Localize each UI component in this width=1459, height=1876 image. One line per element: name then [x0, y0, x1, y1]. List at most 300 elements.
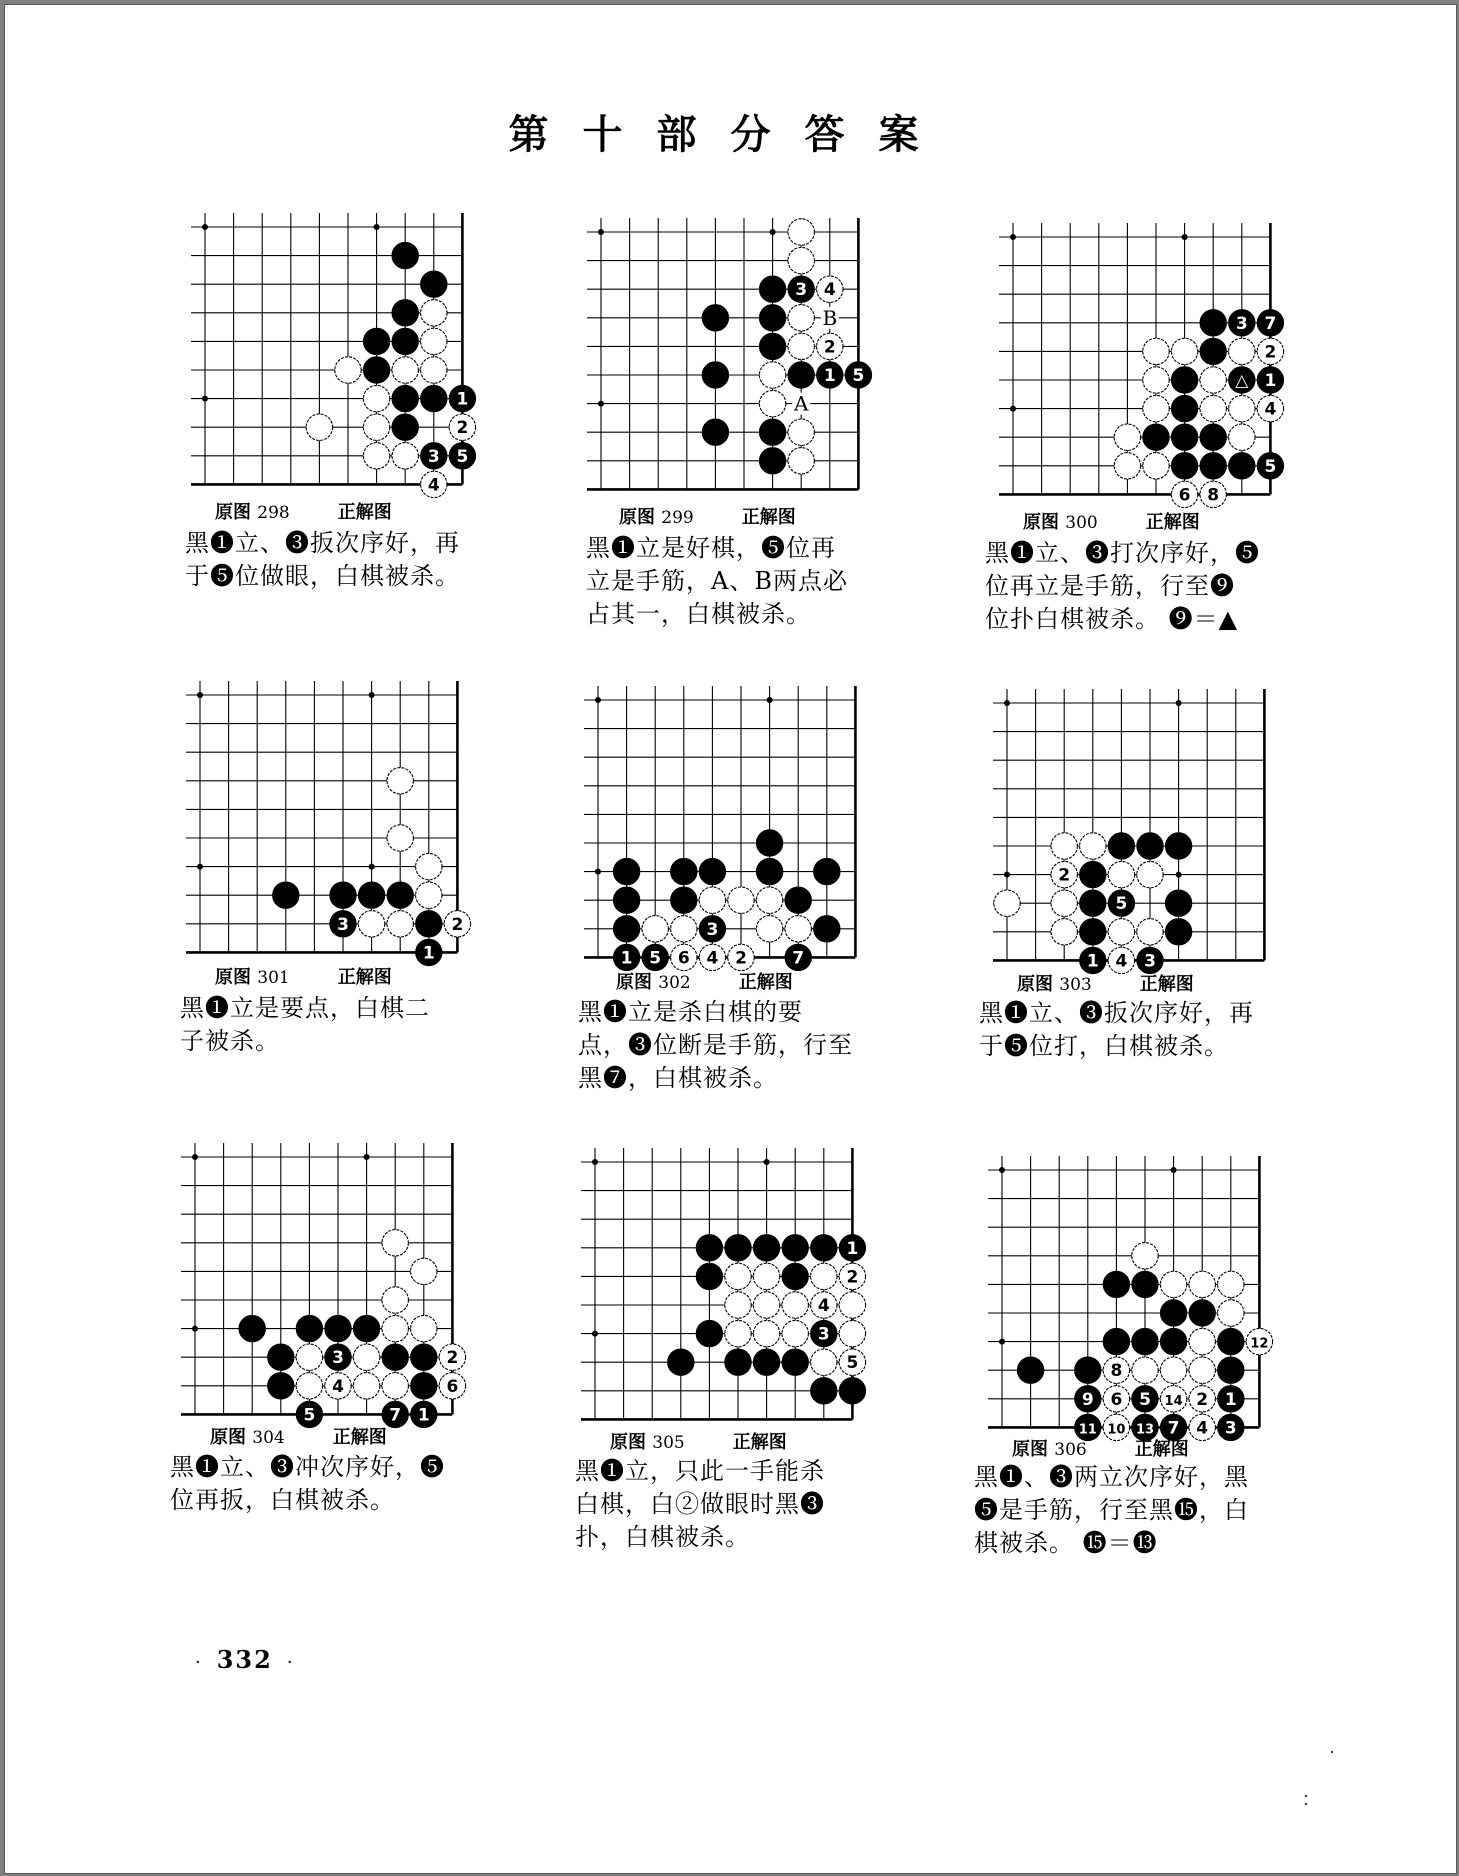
solution-text	[185, 527, 485, 593]
white-stone	[439, 1373, 465, 1399]
solution-text	[578, 996, 878, 1095]
white-stone	[1218, 1271, 1244, 1297]
solution-label: 正解图	[741, 507, 796, 528]
white-stone	[1160, 1357, 1186, 1383]
star-point	[767, 697, 773, 703]
white-stone	[1143, 367, 1169, 393]
board-svg	[185, 205, 486, 506]
white-stone	[788, 419, 814, 445]
board-grid	[181, 1143, 452, 1414]
white-stone	[782, 1292, 808, 1318]
go-board-diagram	[175, 1135, 476, 1436]
black-stone	[325, 1315, 351, 1341]
move-number: 3	[1235, 313, 1248, 334]
black-stone	[753, 1349, 779, 1375]
white-stone	[382, 1287, 408, 1313]
black-stone	[696, 1235, 722, 1261]
white-stone	[1229, 424, 1255, 450]
star-point	[770, 229, 776, 235]
page-number-decor: ·	[195, 1652, 203, 1673]
white-stone	[416, 853, 442, 879]
white-stone	[1108, 861, 1134, 887]
star-point	[595, 869, 601, 875]
figure-label: 原图	[1017, 974, 1053, 995]
move-number: 3	[706, 919, 719, 940]
white-stone	[817, 333, 843, 359]
black-stone	[811, 1235, 837, 1261]
black-stone	[330, 882, 356, 908]
black-stone	[702, 305, 728, 331]
white-stone	[416, 882, 442, 908]
black-stone	[759, 448, 785, 474]
move-number: 6	[1178, 485, 1191, 506]
black-stone	[642, 944, 668, 970]
move-number: 4	[1264, 399, 1277, 420]
white-stone	[335, 357, 361, 383]
white-stone	[811, 1349, 837, 1375]
white-stone	[811, 1263, 837, 1289]
black-stone	[387, 882, 413, 908]
white-stone	[382, 1373, 408, 1399]
black-stone	[1218, 1386, 1244, 1412]
white-stone	[1051, 833, 1077, 859]
figure-caption	[210, 1423, 387, 1449]
black-stone	[1108, 890, 1134, 916]
white-stone	[439, 1344, 465, 1370]
black-stone	[1137, 833, 1163, 859]
move-number: 5	[846, 1353, 859, 1374]
figure-caption	[616, 968, 793, 994]
white-stone	[1171, 481, 1197, 507]
solution-text	[979, 997, 1279, 1063]
white-stone	[839, 1349, 865, 1375]
white-stone	[788, 305, 814, 331]
black-stone	[1218, 1328, 1244, 1354]
white-stone	[788, 333, 814, 359]
star-point	[592, 1331, 598, 1337]
white-stone	[1103, 1386, 1129, 1412]
board-grid	[186, 681, 457, 952]
black-stone	[1165, 919, 1191, 945]
white-stone	[1108, 919, 1134, 945]
black-stone	[325, 1344, 351, 1370]
black-stone	[449, 443, 475, 469]
move-number: 2	[456, 418, 469, 439]
white-stone	[1189, 1414, 1215, 1440]
black-stone	[239, 1315, 265, 1341]
black-stone	[1160, 1328, 1186, 1354]
black-stone	[671, 858, 697, 884]
move-number: 7	[1264, 313, 1277, 334]
white-stone	[392, 443, 418, 469]
solution-text	[586, 532, 886, 631]
move-number: 2	[1058, 865, 1071, 886]
text-line: ❺是手筋，行至黑⓯，白	[974, 1496, 1249, 1524]
move-number: 3	[795, 280, 808, 301]
black-stone	[1257, 453, 1283, 479]
white-stone	[788, 247, 814, 273]
move-number: 3	[427, 446, 440, 467]
black-stone	[759, 276, 785, 302]
white-stone	[1189, 1357, 1215, 1383]
figure-caption	[215, 963, 392, 989]
figure-label: 原图	[215, 967, 251, 988]
white-stone	[1189, 1386, 1215, 1412]
black-stone	[811, 1378, 837, 1404]
star-point	[595, 697, 601, 703]
board-svg	[575, 1140, 876, 1441]
text-line: 占其一，白棋被杀。	[586, 600, 811, 628]
move-number: 2	[823, 337, 836, 358]
black-stone	[1165, 890, 1191, 916]
go-board-diagram	[578, 678, 879, 979]
black-stone	[785, 944, 811, 970]
white-stone	[353, 1344, 379, 1370]
black-stone	[273, 882, 299, 908]
text-line: 扑，白棋被杀。	[575, 1523, 750, 1551]
white-stone	[1218, 1300, 1244, 1326]
figure-label: 原图	[1023, 512, 1059, 533]
figure-number: 298	[257, 503, 290, 523]
white-stone	[1114, 453, 1140, 479]
black-stone	[392, 385, 418, 411]
move-number: 2	[846, 1267, 859, 1288]
figure-number: 304	[252, 1428, 285, 1448]
figure-label: 原图	[619, 507, 655, 528]
white-stone	[1200, 481, 1226, 507]
black-stone	[1132, 1328, 1158, 1354]
black-stone	[782, 1263, 808, 1289]
move-number: 1	[1264, 371, 1277, 391]
black-stone	[416, 939, 442, 965]
black-stone	[613, 916, 639, 942]
white-stone	[358, 911, 384, 937]
star-point	[592, 1159, 598, 1165]
white-stone	[296, 1344, 322, 1370]
white-stone	[353, 1373, 379, 1399]
board-svg	[578, 678, 879, 979]
white-stone	[759, 390, 785, 416]
white-stone	[759, 362, 785, 388]
figure-label: 原图	[610, 1432, 646, 1453]
black-stone	[782, 1349, 808, 1375]
black-stone	[1143, 424, 1169, 450]
black-stone	[1218, 1357, 1244, 1383]
figure-caption	[215, 498, 392, 524]
star-point	[1176, 872, 1182, 878]
white-stone	[725, 1263, 751, 1289]
move-number: 5	[1115, 894, 1128, 915]
white-stone	[449, 414, 475, 440]
solution-label: 正解图	[1139, 974, 1194, 995]
white-stone	[1132, 1243, 1158, 1269]
figure-label: 原图	[215, 502, 251, 523]
black-stone	[671, 887, 697, 913]
black-stone	[392, 414, 418, 440]
text-line: 立是手筋，A、B两点必	[586, 567, 848, 595]
text-line: 子被杀。	[180, 1027, 280, 1055]
move-number: 3	[817, 1324, 830, 1345]
black-stone	[392, 300, 418, 326]
white-stone	[387, 825, 413, 851]
board-svg	[581, 210, 882, 511]
solution-text	[974, 1461, 1274, 1560]
text-line: 点，❸位断是手筋，行至	[578, 1031, 853, 1059]
go-board-diagram	[581, 210, 882, 511]
black-stone	[1165, 833, 1191, 859]
black-stone	[1229, 367, 1255, 393]
white-stone	[725, 1292, 751, 1318]
star-point	[192, 1326, 198, 1332]
board-svg	[993, 215, 1294, 516]
white-stone	[642, 916, 668, 942]
black-stone	[814, 916, 840, 942]
page-number-decor: ·	[286, 1652, 295, 1673]
black-stone	[1171, 424, 1197, 450]
figure-caption	[1023, 508, 1200, 534]
black-stone	[421, 443, 447, 469]
black-stone	[382, 1344, 408, 1370]
black-stone	[411, 1401, 437, 1427]
text-line: 棋被杀。 ⓯＝⓭	[974, 1529, 1158, 1557]
white-stone	[1229, 338, 1255, 364]
move-number: 5	[852, 366, 865, 386]
solution-label: 正解图	[337, 967, 392, 988]
move-number: 5	[1139, 1389, 1151, 1410]
move-number: 4	[706, 948, 719, 969]
white-stone	[1160, 1271, 1186, 1297]
figure-number: 300	[1065, 513, 1098, 533]
figure-caption	[610, 1428, 787, 1454]
text-line: 黑❶立、❸扳次序好，再	[185, 529, 460, 557]
white-stone	[382, 1230, 408, 1256]
black-stone	[1103, 1328, 1129, 1354]
text-line: 黑❶立是杀白棋的要	[578, 998, 803, 1026]
black-stone	[1075, 1357, 1101, 1383]
star-point	[1004, 700, 1010, 706]
move-number: 4	[1115, 951, 1128, 972]
move-number: 13	[1135, 1422, 1155, 1438]
move-number: 3	[1224, 1418, 1237, 1439]
black-stone	[392, 328, 418, 354]
white-stone	[1143, 338, 1169, 364]
black-stone	[1229, 310, 1255, 336]
page-number	[181, 1645, 309, 1674]
black-stone	[363, 328, 389, 354]
white-stone	[363, 443, 389, 469]
scan-speck	[1305, 1795, 1307, 1797]
black-stone	[1080, 919, 1106, 945]
white-stone	[363, 414, 389, 440]
black-stone	[811, 1320, 837, 1346]
white-stone	[411, 1258, 437, 1284]
white-stone	[306, 414, 332, 440]
black-stone	[1171, 367, 1197, 393]
black-stone	[1171, 453, 1197, 479]
star-point	[192, 1154, 198, 1160]
white-stone	[1246, 1328, 1272, 1354]
board-grid	[191, 213, 462, 484]
star-point	[1010, 234, 1016, 240]
text-line: 黑❶立是好棋，❺位再	[586, 534, 836, 562]
black-stone	[1103, 1271, 1129, 1297]
move-number: 6	[677, 948, 690, 969]
black-stone	[1200, 424, 1226, 450]
black-stone	[1080, 861, 1106, 887]
figure-number: 301	[257, 968, 290, 988]
white-stone	[296, 1373, 322, 1399]
move-number: 1	[422, 943, 435, 964]
figure-number: 305	[652, 1433, 685, 1453]
white-stone	[421, 471, 447, 497]
move-number: 1	[456, 389, 469, 410]
move-number: 2	[735, 948, 747, 969]
black-stone	[702, 362, 728, 388]
white-stone	[392, 357, 418, 383]
white-stone	[756, 916, 782, 942]
white-stone	[1051, 861, 1077, 887]
black-stone	[1108, 833, 1134, 859]
board-grid	[999, 223, 1270, 494]
star-point	[598, 401, 604, 407]
white-stone	[728, 944, 754, 970]
white-stone	[839, 1292, 865, 1318]
move-number: 1	[846, 1238, 859, 1259]
white-stone	[421, 300, 447, 326]
black-stone	[1080, 890, 1106, 916]
black-stone	[668, 1349, 694, 1375]
white-stone	[1051, 919, 1077, 945]
move-number: 1	[417, 1405, 430, 1426]
white-stone	[671, 944, 697, 970]
white-stone	[788, 448, 814, 474]
star-point	[202, 396, 208, 402]
black-stone	[416, 911, 442, 937]
move-number: △	[1235, 371, 1249, 391]
black-stone	[358, 882, 384, 908]
white-stone	[387, 768, 413, 794]
black-stone	[1189, 1300, 1215, 1326]
solution-label: 正解图	[1145, 512, 1200, 533]
star-point	[374, 224, 380, 230]
figure-caption	[619, 503, 796, 529]
black-stone	[268, 1344, 294, 1370]
white-stone	[817, 276, 843, 302]
white-stone	[1103, 1357, 1129, 1383]
figure-label: 原图	[1012, 1439, 1048, 1460]
black-stone	[702, 419, 728, 445]
board-grid	[587, 218, 858, 489]
text-line: 黑❶立、❸扳次序好，再	[979, 999, 1254, 1027]
white-stone	[387, 911, 413, 937]
black-stone	[1200, 453, 1226, 479]
white-stone	[1143, 453, 1169, 479]
go-board-diagram	[180, 673, 481, 974]
solution-text	[985, 537, 1285, 636]
white-stone	[1114, 424, 1140, 450]
star-point	[369, 864, 375, 870]
black-stone	[1171, 395, 1197, 421]
black-stone	[1200, 338, 1226, 364]
move-number: 4	[332, 1376, 344, 1397]
text-line: 黑❶、❸两立次序好，黑	[974, 1463, 1249, 1491]
scan-speck	[1305, 1803, 1307, 1805]
black-stone	[696, 1320, 722, 1346]
text-line: 黑❶立，只此一手能杀	[575, 1457, 825, 1485]
move-number: 4	[427, 475, 440, 496]
solution-text	[575, 1455, 875, 1554]
white-stone	[753, 1320, 779, 1346]
black-stone	[1017, 1357, 1043, 1383]
white-stone	[325, 1373, 351, 1399]
star-point	[202, 224, 208, 230]
white-stone	[728, 887, 754, 913]
figure-number: 302	[658, 973, 691, 993]
move-number: 2	[1196, 1389, 1209, 1410]
white-stone	[1137, 861, 1163, 887]
move-number: 4	[817, 1296, 830, 1316]
move-number: 2	[1264, 342, 1277, 363]
black-stone	[1218, 1414, 1244, 1440]
text-line: 位再扳，白棋被杀。	[170, 1486, 395, 1514]
move-number: 9	[1081, 1389, 1094, 1410]
move-number: 2	[446, 1348, 459, 1369]
move-number: 5	[1264, 456, 1277, 477]
move-number: 1	[1086, 951, 1099, 972]
white-stone	[411, 1315, 437, 1341]
black-stone	[839, 1378, 865, 1404]
move-number: 10	[1107, 1422, 1126, 1438]
white-stone	[1200, 395, 1226, 421]
move-number: 1	[823, 366, 836, 386]
move-number: 6	[1110, 1389, 1123, 1410]
white-stone	[811, 1292, 837, 1318]
solution-label: 正解图	[732, 1432, 787, 1453]
go-board-diagram	[185, 205, 486, 506]
move-number: 4	[823, 280, 836, 301]
text-line: 于❺位做眼，白棋被杀。	[185, 562, 460, 590]
solution-label: 正解图	[337, 502, 392, 523]
white-stone	[1189, 1271, 1215, 1297]
figure-label: 原图	[210, 1427, 246, 1448]
white-stone	[1200, 367, 1226, 393]
figure-caption	[1012, 1435, 1189, 1461]
white-stone	[782, 1320, 808, 1346]
black-stone	[759, 333, 785, 359]
white-stone	[1080, 833, 1106, 859]
black-stone	[759, 305, 785, 331]
black-stone	[411, 1344, 437, 1370]
move-number: 3	[1144, 951, 1156, 972]
white-stone	[1160, 1386, 1186, 1412]
white-stone	[444, 911, 470, 937]
black-stone	[1132, 1386, 1158, 1412]
star-point	[1176, 700, 1182, 706]
go-board-diagram	[987, 681, 1288, 982]
star-point	[764, 1159, 770, 1165]
solution-label: 正解图	[738, 972, 793, 993]
point-label: B	[822, 305, 838, 330]
page-number-value: 332	[216, 1645, 273, 1674]
black-stone	[699, 916, 725, 942]
white-stone	[421, 328, 447, 354]
black-stone	[613, 858, 639, 884]
black-stone	[411, 1373, 437, 1399]
star-point	[1171, 1167, 1177, 1173]
white-stone	[725, 1320, 751, 1346]
white-stone	[1132, 1357, 1158, 1383]
black-stone	[613, 944, 639, 970]
